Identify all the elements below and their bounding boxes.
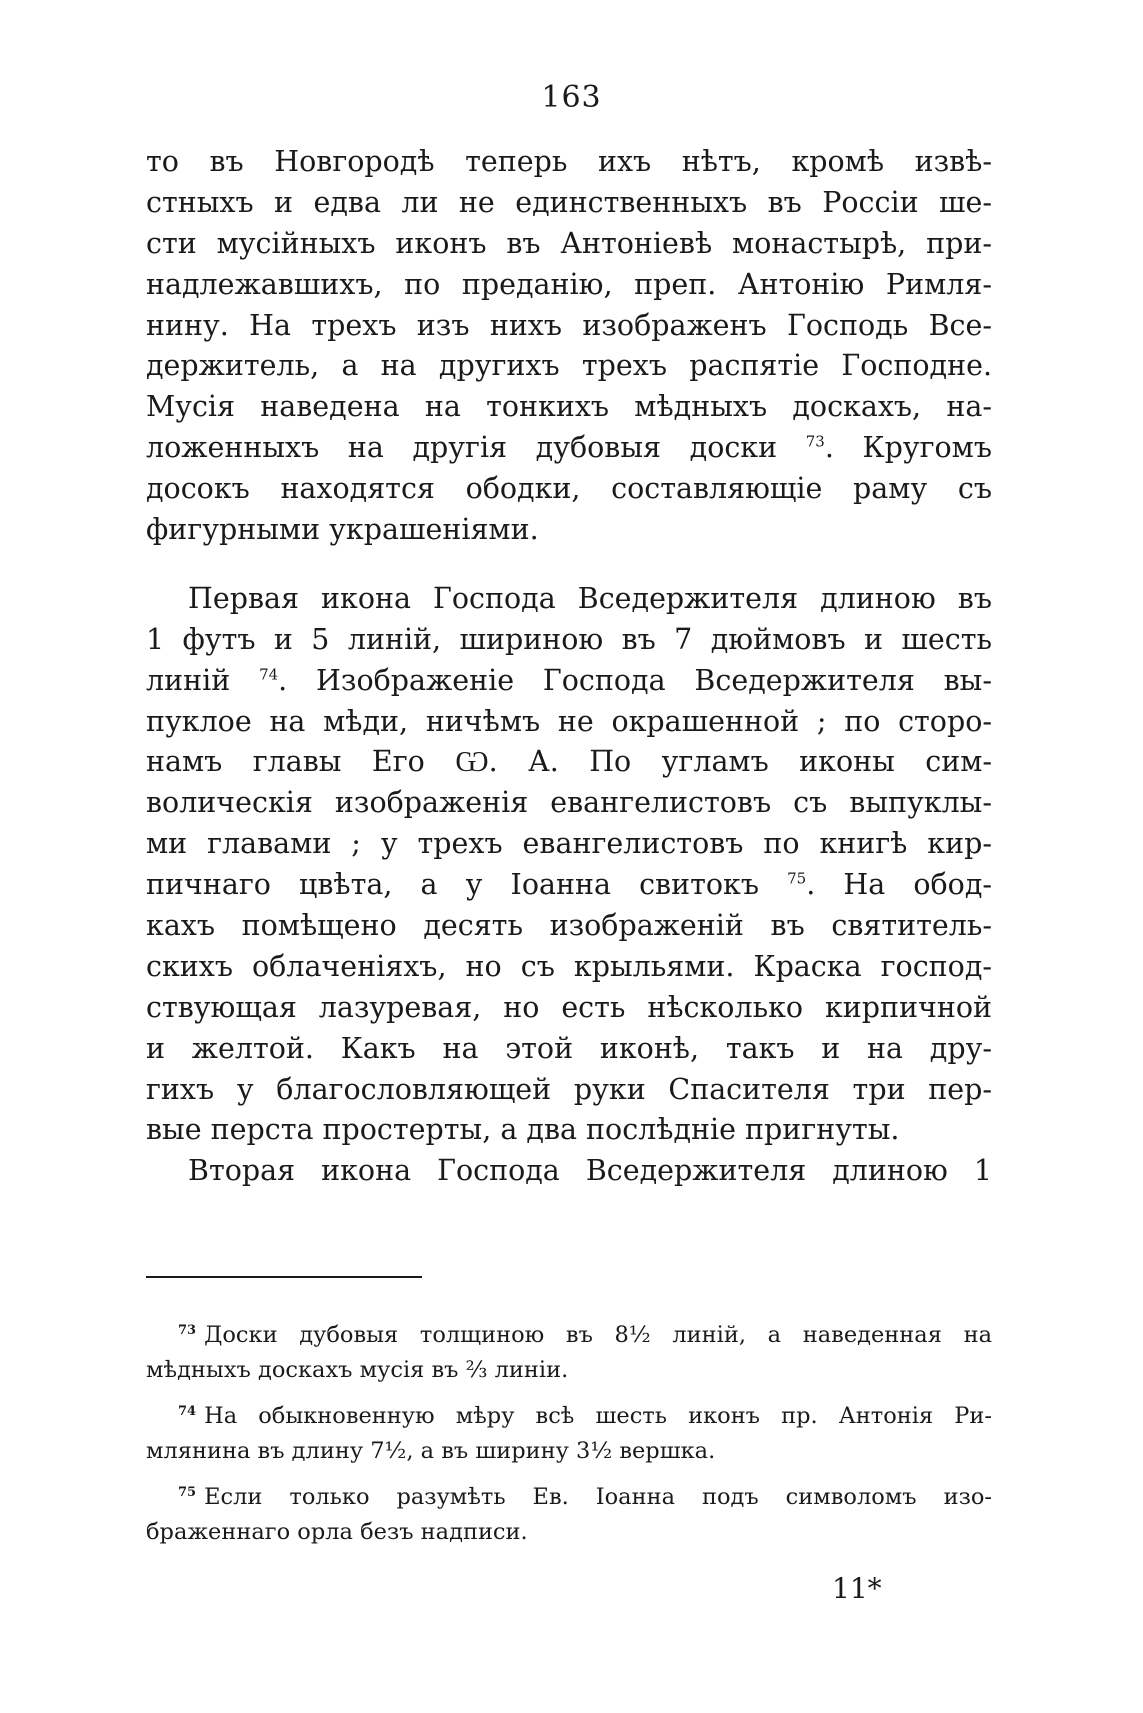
text-line: сти мусійныхъ иконъ въ Антоніевѣ монастырѣ, при-: [146, 226, 992, 260]
text-segment: Если только разумѣть Ев. Іоанна подъ символомъ изо-: [204, 1484, 992, 1510]
text-line: и желтой. Какъ на этой иконѣ, такъ и на дру-: [146, 1031, 992, 1065]
paragraph-gap: [146, 551, 992, 579]
footnote-ref: 75: [787, 869, 807, 888]
text-segment: . На обод-: [806, 868, 992, 902]
text-line: скихъ облаченіяхъ, но съ крыльями. Краска господ-: [146, 949, 992, 983]
page-number: 163: [541, 80, 602, 115]
text-line: фигурными украшеніями.: [146, 513, 539, 547]
text-line: гихъ у благословляющей руки Спасителя три пер-: [146, 1072, 992, 1106]
text-segment: Доски дубовыя толщиною въ 8½ линій, а наведенная на: [204, 1322, 992, 1348]
text-line: вые перста простерты, а два послѣдніе пригнуты.: [146, 1113, 900, 1147]
text-segment: . Кругомъ: [824, 431, 992, 465]
footnote-mark: 74: [178, 1403, 197, 1419]
paragraph-3: [146, 1151, 992, 1192]
footnote-line: [146, 1399, 992, 1434]
paragraph-2: [146, 579, 992, 1151]
text-line: досокъ находятся ободки, составляющіе раму съ: [146, 472, 992, 506]
text-line: кахъ помѣщено десять изображеній въ святитель-: [146, 909, 992, 943]
text-line: волическія изображенія евангелистовъ съ выпуклы-: [146, 786, 992, 820]
text-segment: линій: [146, 663, 231, 697]
footnote-75: [146, 1480, 992, 1550]
footnote-gap: [146, 1469, 992, 1480]
paragraph-1: [146, 142, 992, 551]
text-line: стныхъ и едва ли не единственныхъ въ Россіи ше-: [146, 185, 992, 219]
footnote-line: млянина въ длину 7½, а въ ширину 3½ вершка.: [146, 1438, 716, 1464]
text-line: ствующая лазуревая, но есть нѣсколько кирпичной: [146, 990, 992, 1024]
footnote-mark: 73: [178, 1322, 197, 1338]
footnote-line: [146, 1480, 992, 1515]
text-line: нину. На трехъ изъ нихъ изображенъ Господь Все-: [146, 308, 992, 342]
footnote-line: [146, 1318, 992, 1353]
footnotes: [146, 1318, 992, 1550]
text-segment: . Изображеніе Господа Вседержителя вы-: [278, 663, 992, 697]
footnote-73: [146, 1318, 992, 1388]
text-line: 1 футъ и 5 линій, шириною въ 7 дюймовъ и шесть: [146, 622, 992, 656]
footnote-divider: [146, 1276, 422, 1278]
text-line: Вторая икона Господа Вседержителя длиною 1: [188, 1154, 992, 1188]
signature-mark: 11*: [832, 1572, 882, 1605]
footnote-line: мѣдныхъ доскахъ мусія въ ⅔ линіи.: [146, 1357, 569, 1383]
footnote-ref: 73: [805, 432, 825, 451]
footnote-mark: 75: [178, 1484, 197, 1500]
footnote-gap: [146, 1388, 992, 1399]
text-line: ми главами ; у трехъ евангелистовъ по книгѣ кир-: [146, 827, 992, 861]
text-segment: ложенныхъ на другія дубовыя доски: [146, 431, 778, 465]
text-line: [146, 865, 992, 906]
text-line: [146, 661, 992, 702]
text-line: пуклое на мѣди, ничѣмъ не окрашенной ; по сторо-: [146, 704, 992, 738]
footnote-line: браженнаго орла безъ надписи.: [146, 1519, 528, 1545]
footnote-74: [146, 1399, 992, 1469]
text-line: Мусія наведена на тонкихъ мѣдныхъ доскахъ, на-: [146, 390, 992, 424]
footnote-ref: 74: [259, 665, 279, 684]
main-text: [146, 142, 992, 1192]
text-line: держитель, а на другихъ трехъ распятіе Господне.: [146, 349, 992, 383]
text-line: [146, 428, 992, 469]
text-segment: пичнаго цвѣта, а у Іоанна свитокъ: [146, 868, 759, 902]
text-line: то въ Новгородѣ теперь ихъ нѣтъ, кромѣ извѣ-: [146, 145, 992, 178]
text-line: намъ главы Его Ѡ. А. По угламъ иконы сим-: [146, 745, 992, 779]
text-segment: На обыкновенную мѣру всѣ шесть иконъ пр. Антонія Ри-: [204, 1403, 992, 1429]
text-line: Первая икона Господа Вседержителя длиною въ: [188, 581, 992, 615]
text-line: надлежавшихъ, по преданію, преп. Антонію Римля-: [146, 267, 992, 301]
